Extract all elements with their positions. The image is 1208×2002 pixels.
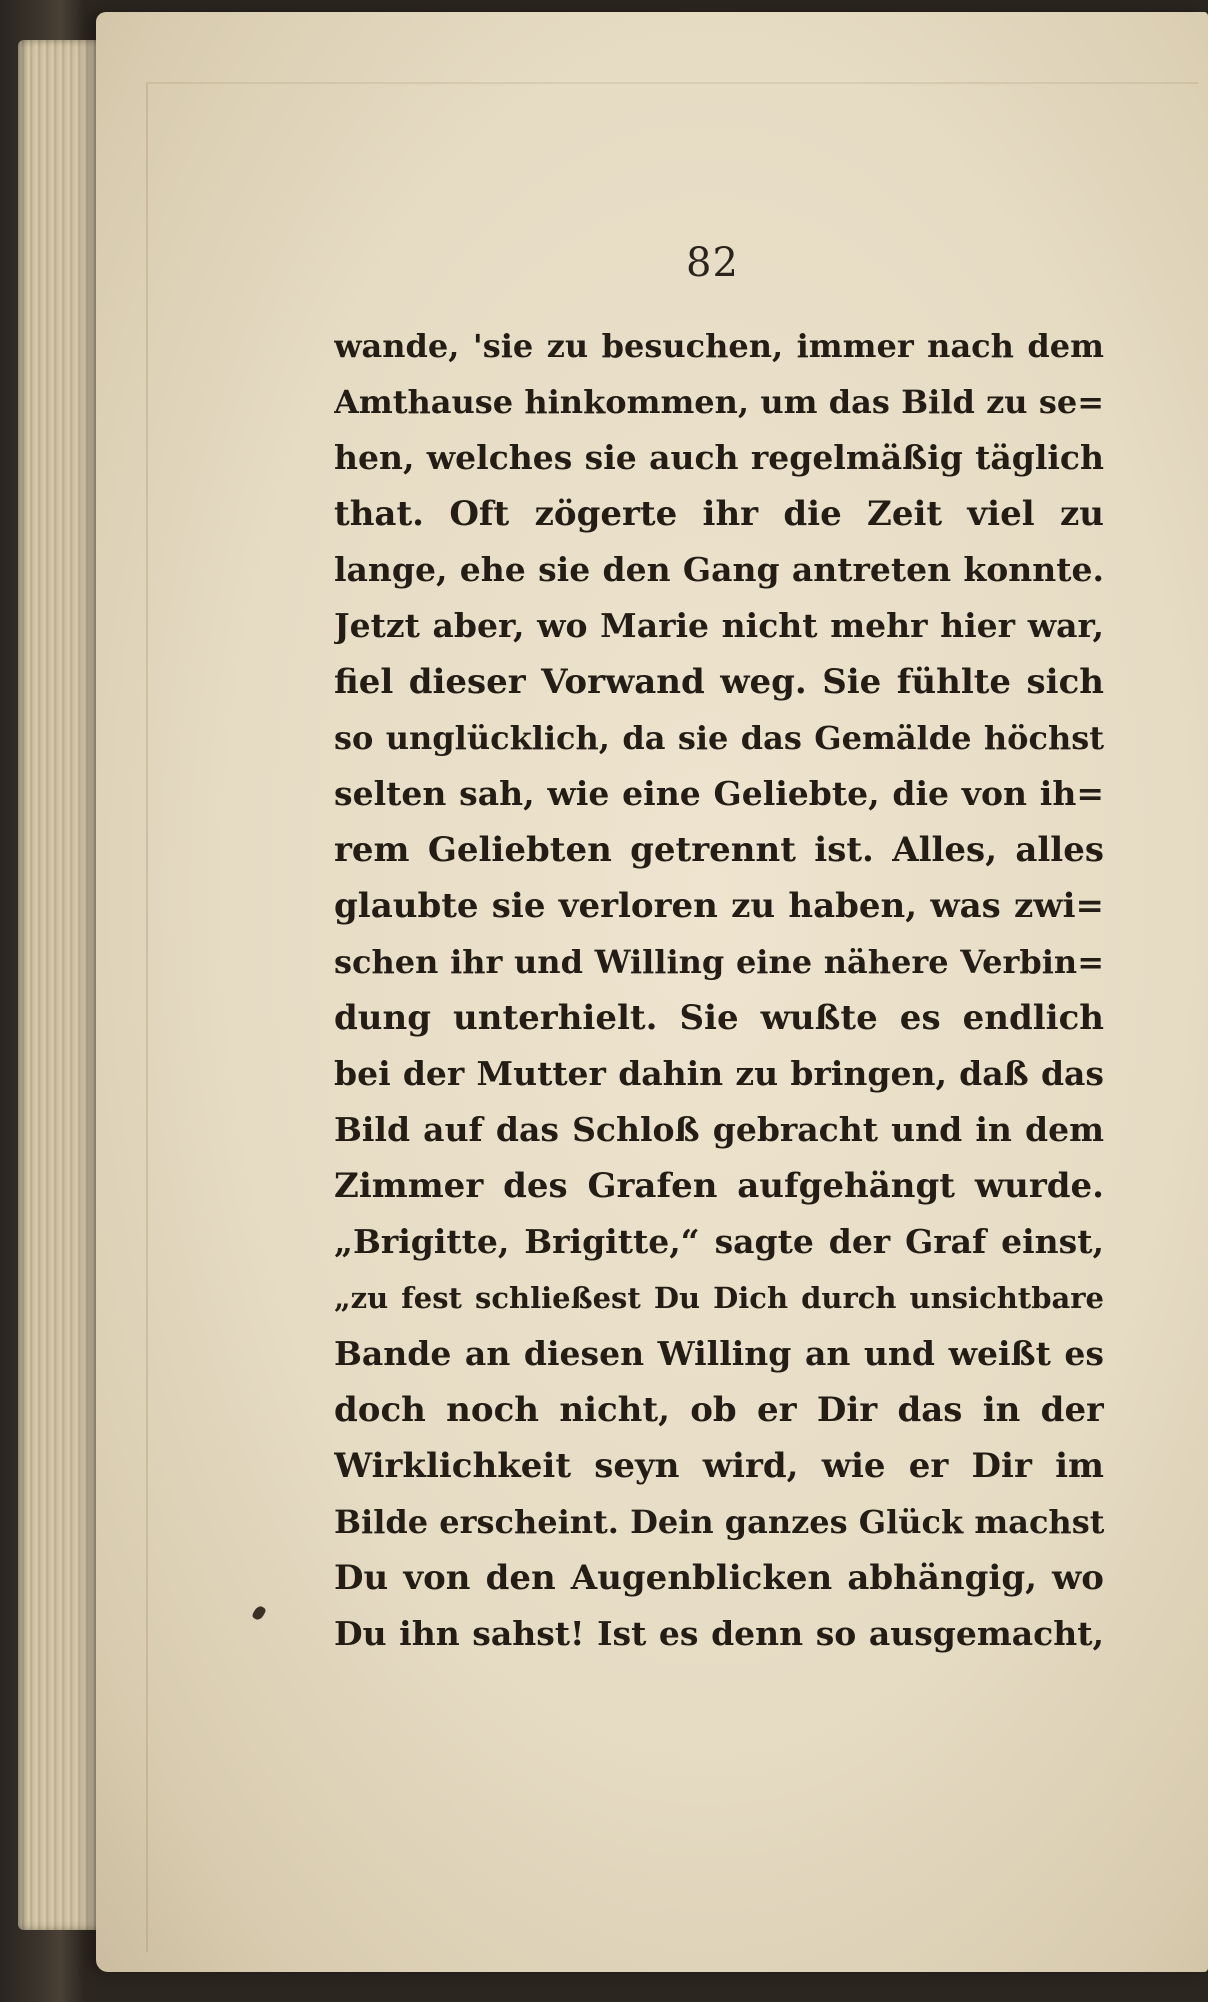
body-text [334, 318, 1104, 1662]
page-number: 82 [686, 240, 739, 286]
text-line: Amthause hinkommen, um das Bild zu se= [334, 383, 1104, 421]
text-line: Bilde erscheint. Dein ganzes Glück machst [334, 1503, 1104, 1541]
text-line: Zimmer des Grafen aufgehängt wurde. [334, 1166, 1104, 1206]
text-line: „Brigitte, Brigitte,“ sagte der Graf einst, [334, 1222, 1104, 1261]
text-line: Bild auf das Schloß gebracht und in dem [334, 1110, 1104, 1149]
text-line: lange, ehe sie den Gang antreten konnte. [334, 550, 1104, 589]
text-line: rem Geliebten getrennt ist. Alles, alles [334, 830, 1104, 870]
text-line: selten sah, wie eine Geliebte, die von ih= [334, 774, 1104, 813]
text-line: „zu fest schließest Du Dich durch unsichtbare [334, 1281, 1104, 1315]
text-line: hen, welches sie auch regelmäßig täglich [334, 438, 1104, 477]
text-line: so unglücklich, da sie das Gemälde höchst [334, 719, 1104, 757]
text-line: Wirklichkeit seyn wird, wie er Dir im [334, 1446, 1104, 1486]
text-line: schen ihr und Willing eine nähere Verbin= [334, 943, 1104, 981]
text-line: glaubte sie verloren zu haben, was zwi= [334, 886, 1104, 926]
text-line: Bande an diesen Willing an und weißt es [334, 1334, 1104, 1373]
text-line: Jetzt aber, wo Marie nicht mehr hier war, [334, 606, 1104, 645]
text-line: wande, 'sie zu besuchen, immer nach dem [334, 327, 1104, 365]
text-line: dung unterhielt. Sie wußte es endlich [334, 998, 1104, 1038]
text-line: bei der Mutter dahin zu bringen, daß das [334, 1054, 1104, 1093]
text-line: fiel dieser Vorwand weg. Sie fühlte sich [334, 662, 1104, 702]
text-line: that. Oft zögerte ihr die Zeit viel zu [334, 494, 1104, 534]
text-line: Du ihn sahst! Ist es denn so ausgemacht, [334, 1614, 1104, 1653]
text-line: Du von den Augenblicken abhängig, wo [334, 1558, 1104, 1598]
text-line: doch noch nicht, ob er Dir das in der [334, 1390, 1104, 1430]
